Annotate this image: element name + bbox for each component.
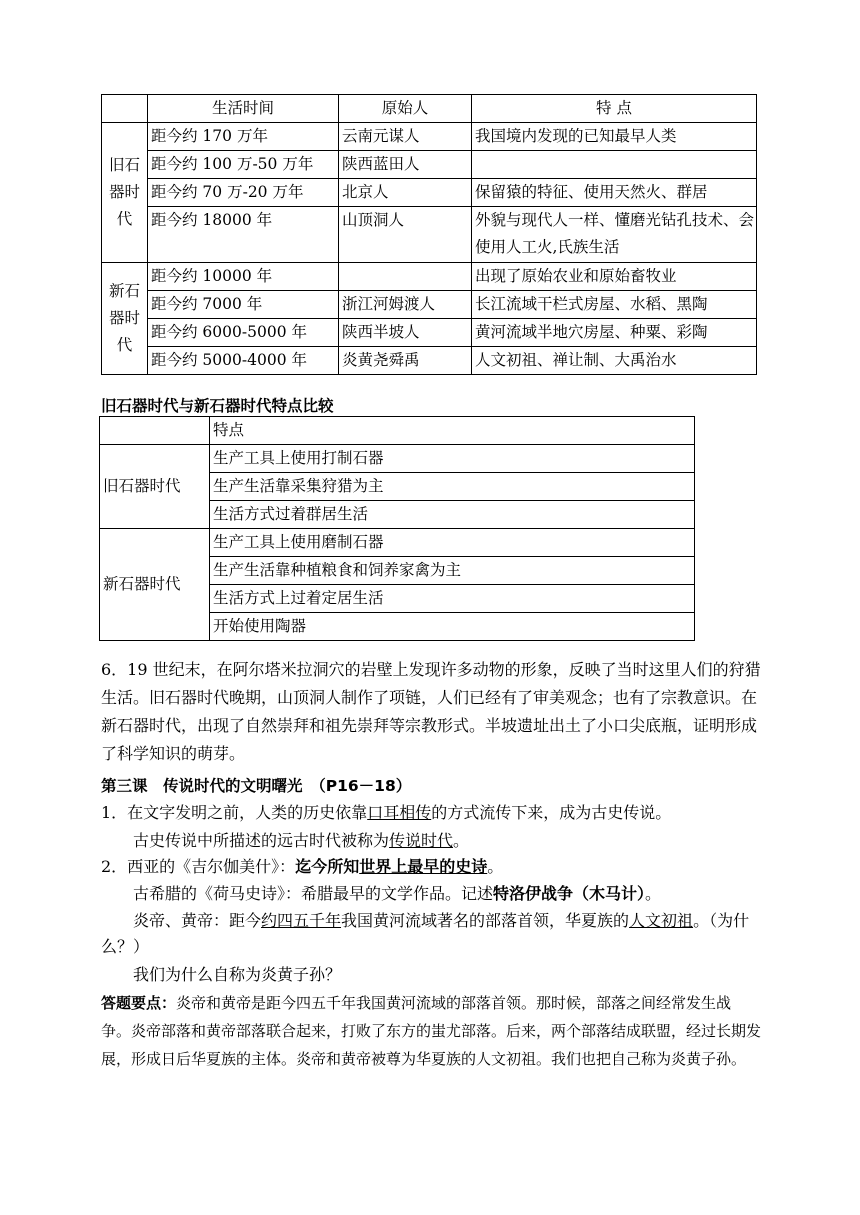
text-span: 。 (645, 884, 662, 903)
table-cell: 距今约 6000-5000 年 (148, 319, 339, 347)
table-header-cell: 特点 (210, 417, 695, 445)
question-text: 我们为什么自称为炎黄子孙？ (133, 965, 342, 984)
table-cell: 炎黄尧舜禹 (339, 347, 472, 375)
era-label-old: 旧石器时代 (100, 445, 210, 529)
era-label-new: 新石器时代 (102, 263, 148, 375)
table-header-cell (100, 417, 210, 445)
table-cell: 陕西半坡人 (339, 319, 472, 347)
era-label-old: 旧石器时代 (102, 123, 148, 263)
table-row (102, 179, 757, 207)
underlined-term: 口耳相传 (367, 803, 432, 822)
table-cell: 距今约 170 万年 (148, 123, 339, 151)
table-row (102, 291, 757, 319)
era-label-new: 新石器时代 (100, 529, 210, 641)
underlined-term: 人文初祖 (629, 911, 694, 930)
text-span: 古希腊的《荷马史诗》：希腊最早的文学作品。记述 (133, 884, 494, 903)
text-span: 古史传说中所描述的远古时代被称为 (133, 831, 390, 850)
comparison-table-caption: 旧石器时代与新石器时代特点比较 (101, 397, 334, 415)
text-span: 2．西亚的《吉尔伽美什》： (101, 857, 296, 876)
text-span: 炎帝、黄帝：距今 (133, 911, 262, 930)
table-header-cell (102, 95, 148, 123)
table-row (102, 123, 757, 151)
table-cell: 保留猿的特征、使用天然火、群居 (472, 179, 757, 207)
table-cell: 生产工具上使用打制石器 (210, 445, 695, 473)
table-cell: 外貌与现代人一样、懂磨光钻孔技术、会使用人工火,氏族生活 (472, 207, 757, 263)
table-cell: 北京人 (339, 179, 472, 207)
table-header-row (102, 95, 757, 123)
lesson-3-title: 第三课 传说时代的文明曙光 （P16－18） (101, 777, 412, 795)
table-cell: 开始使用陶器 (210, 613, 695, 641)
table-cell (472, 151, 757, 179)
lesson-3-item-2-line-4: 么？） (101, 937, 150, 956)
prehistoric-people-table (101, 94, 757, 375)
table-cell: 我国境内发现的已知最早人类 (472, 123, 757, 151)
lesson-3-item-2 (101, 853, 503, 881)
underlined-term: 约四五千年 (261, 911, 342, 930)
lesson-3-item-1 (101, 799, 671, 827)
table-cell: 生产工具上使用磨制石器 (210, 529, 695, 557)
table-cell: 距今约 18000 年 (148, 207, 339, 263)
table-header-cell: 特 点 (472, 95, 757, 123)
answer-text: 炎帝和黄帝是距今四五千年我国黄河流域的部落首领。那时候，部落之间经常发生战争。炎帝部落和黄帝部落联合起来，打败了东方的蚩尤部落。后来，两个部落结成联盟，经过长期发展，形成日后华夏族的主体。炎帝和黄帝被尊为华夏族的人文初祖。我们也把自己称为炎黄子孙。 (101, 994, 762, 1068)
underlined-term: 传说时代 (389, 831, 454, 850)
table-cell: 出现了原始农业和原始畜牧业 (472, 263, 757, 291)
table-cell: 云南元谋人 (339, 123, 472, 151)
table-cell: 距今约 100 万-50 万年 (148, 151, 339, 179)
table-cell: 黄河流域半地穴房屋、种粟、彩陶 (472, 319, 757, 347)
table-row (102, 151, 757, 179)
table-row (102, 347, 757, 375)
table-cell: 距今约 10000 年 (148, 263, 339, 291)
answer-block (101, 989, 761, 1073)
table-row (100, 529, 695, 557)
table-header-row (100, 417, 695, 445)
lesson-3-item-2-line-3 (133, 907, 749, 935)
table-header-cell: 原始人 (339, 95, 472, 123)
text-span: 1．在文字发明之前，人类的历史依靠 (101, 803, 368, 822)
bold-term: 特洛伊战争（木马计） (493, 884, 646, 903)
text-span: 我国黄河流域著名的部落首领，华夏族的 (341, 911, 630, 930)
table-row (102, 263, 757, 291)
table-cell: 生活方式上过着定居生活 (210, 585, 695, 613)
table-cell: 生活方式过着群居生活 (210, 501, 695, 529)
table-cell: 山顶洞人 (339, 207, 472, 263)
text-span: 。 (453, 831, 470, 850)
table-row (100, 445, 695, 473)
bold-term: 迄今所知 (295, 857, 360, 876)
lesson-3-item-1-line-2 (133, 827, 469, 855)
text-span: 的方式流传下来，成为古史传说。 (431, 803, 672, 822)
table-cell (339, 263, 472, 291)
table-row (102, 207, 757, 263)
table-cell: 陕西蓝田人 (339, 151, 472, 179)
bold-underlined-term: 世界上最早的史诗 (359, 857, 488, 876)
table-header-cell: 生活时间 (148, 95, 339, 123)
lesson-3-item-2-line-2 (133, 880, 661, 908)
table-cell: 长江流域干栏式房屋、水稻、黑陶 (472, 291, 757, 319)
table-row (102, 319, 757, 347)
text-span: 。 (487, 857, 504, 876)
table-cell: 距今约 70 万-20 万年 (148, 179, 339, 207)
table-cell: 距今约 5000-4000 年 (148, 347, 339, 375)
stone-age-comparison-table (99, 416, 695, 641)
text-span: 。（为什 (693, 911, 750, 930)
answer-label: 答题要点： (101, 994, 177, 1012)
paragraph-6: 6．19 世纪末，在阿尔塔米拉洞穴的岩壁上发现许多动物的形象，反映了当时这里人们的狩猎生活。旧石器时代晚期，山顶洞人制作了项链，人们已经有了审美观念；也有了宗教意识。在新石器时代，出现了自然崇拜和祖先崇拜等宗教形式。半坡遗址出土了小口尖底瓶，证明形成了科学知识的萌芽。 (101, 660, 761, 763)
table-cell: 生产生活靠采集狩猎为主 (210, 473, 695, 501)
table-cell: 人文初祖、禅让制、大禹治水 (472, 347, 757, 375)
table-cell: 生产生活靠种植粮食和饲养家禽为主 (210, 557, 695, 585)
table-cell: 浙江河姆渡人 (339, 291, 472, 319)
table-cell: 距今约 7000 年 (148, 291, 339, 319)
